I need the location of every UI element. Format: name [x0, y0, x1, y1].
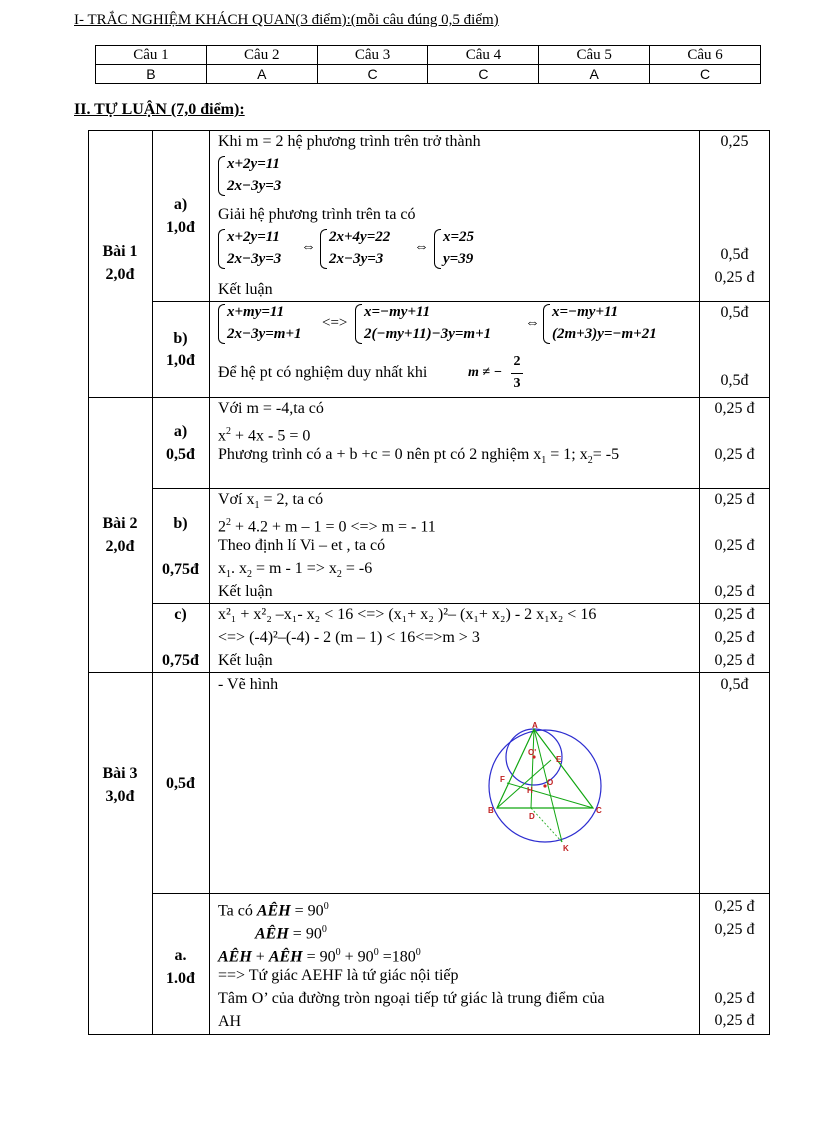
equation: x=−my+11: [552, 304, 619, 320]
part2-title: II. TỰ LUẬN (7,0 điểm):: [74, 101, 245, 118]
point: 0,25 đ: [714, 606, 755, 623]
bai1a-line2: Giải hệ phương trình trên ta có: [218, 206, 416, 223]
equiv-symbol: ⇔: [414, 239, 429, 255]
brace: [355, 304, 362, 344]
point: 0,5đ: [720, 246, 749, 263]
equiv-symbol: ⇔: [301, 239, 316, 255]
bai1a-line1: Khi m = 2 hệ phương trình trên trở thành: [218, 133, 481, 150]
point: 0,25: [720, 133, 749, 150]
mc-header: Câu 3: [317, 46, 428, 65]
label-c: C: [596, 806, 602, 815]
table-border: [88, 1034, 770, 1035]
label-e: E: [556, 755, 562, 764]
bai3-score: 3,0đ: [105, 788, 135, 805]
point: 0,25 đ: [714, 269, 755, 286]
point: 0,25 đ: [714, 446, 755, 463]
bai3a-line4: ==> Tứ giác AEHF là tứ giác nội tiếp: [218, 967, 459, 984]
bai3-label: Bài 3: [102, 765, 138, 782]
equation: 2x−3y=3: [227, 178, 282, 194]
equation: x=−my+11: [364, 304, 431, 320]
equation: x+2y=11: [227, 156, 280, 172]
row-divider: [88, 672, 770, 673]
bai2b-line2: $2^2 + 4.2 + m - 1 = 0$ <=> m = - 11: [218, 517, 436, 536]
mc-header: Câu 1: [96, 46, 207, 65]
mc-header: Câu 2: [206, 46, 317, 65]
equation: 2x−3y=m+1: [227, 326, 302, 342]
bai2a-score: 0,5đ: [166, 446, 195, 463]
bai2b-line4: $x_1$. $x_2 = m - 1 => x_2 = -6$: [218, 560, 373, 581]
geometry-figure: [483, 720, 608, 855]
table-border: [769, 130, 770, 1035]
mc-answer: A: [206, 65, 317, 84]
essay-table: [88, 130, 770, 1035]
bai2b-score: 0,75đ: [162, 561, 199, 578]
row-divider: [152, 893, 770, 894]
column-divider: [209, 130, 210, 1035]
label-o: O: [547, 778, 554, 787]
bai3a-score: 1.0đ: [166, 970, 195, 987]
bai1a-label: a): [173, 196, 188, 213]
bai3-figure-score: 0,5đ: [166, 775, 195, 792]
bai2c-line1: x²₁ + x²₂ –x₁- x₂ < 16 <=> (x₁+ x₂ )²– (x₁+ x₂) - 2 x₁x₂ < 16: [218, 606, 597, 623]
point: 0,25 đ: [714, 898, 755, 915]
point: 0,25 đ: [714, 583, 755, 600]
mc-answer: C: [428, 65, 539, 84]
condition-m: m ≠ −: [468, 365, 503, 380]
label-a: A: [532, 721, 538, 730]
equation: x+2y=11: [227, 229, 280, 245]
bai2a-label: a): [173, 423, 188, 440]
bai1b-label: b): [173, 330, 188, 347]
bai1a-score: 1,0đ: [166, 219, 195, 236]
label-b: B: [488, 806, 494, 815]
mc-header: Câu 5: [539, 46, 650, 65]
fraction-numerator: 2: [513, 354, 521, 369]
mc-header: Câu 6: [650, 46, 761, 65]
equiv-symbol: ⇔: [525, 315, 540, 331]
bai2c-label: c): [174, 606, 187, 623]
brace: [218, 304, 225, 344]
bai1a-conclusion: Kết luận: [218, 281, 273, 298]
multiple-choice-table: [95, 45, 761, 84]
equation: y=39: [443, 251, 474, 267]
point: 0,5đ: [720, 304, 749, 321]
brace: [218, 229, 225, 269]
mc-answer: B: [96, 65, 207, 84]
bai1-score: 2,0đ: [105, 266, 135, 283]
fraction-bar: [511, 373, 523, 374]
point: 0,25 đ: [714, 400, 755, 417]
row-divider: [88, 397, 770, 398]
equation: 2x−3y=3: [329, 251, 384, 267]
equiv-arrow: <=>: [322, 315, 348, 331]
bai1b-condition: Để hệ pt có nghiệm duy nhất khi: [218, 364, 428, 381]
brace: [434, 229, 441, 269]
altitude-ad: [531, 729, 534, 808]
label-h: H: [527, 786, 533, 795]
bai3-figure-text: - Vẽ hình: [218, 676, 279, 693]
point: 0,5đ: [720, 676, 749, 693]
point: 0,25 đ: [714, 537, 755, 554]
part1-title: I- TRẮC NGHIỆM KHÁCH QUAN(3 điểm):(mỗi câu đúng 0,5 điểm): [74, 12, 499, 28]
point: 0,25 đ: [714, 990, 755, 1007]
column-divider: [152, 130, 153, 1035]
fraction-denominator: 3: [513, 376, 521, 391]
equation: x=25: [443, 229, 475, 245]
bai3a-line5: Tâm O’ của đường tròn ngoại tiếp tứ giác là trung điểm của: [218, 990, 605, 1007]
bai2a-line2: $x^2 + 4x - 5 = 0$: [218, 426, 311, 445]
mc-header: Câu 4: [428, 46, 539, 65]
bai1-label: Bài 1: [102, 243, 138, 260]
bai2c-line2: <=> (-4)²–(-4) - 2 (m – 1) < 16<=>m > 3: [218, 629, 480, 646]
mc-answer-row: [96, 65, 761, 84]
point: 0,5đ: [720, 372, 749, 389]
bai3a-line6: AH: [218, 1013, 242, 1030]
bai2b-label: b): [173, 515, 188, 532]
bai2c-conclusion: Kết luận: [218, 652, 273, 669]
mc-answer: A: [539, 65, 650, 84]
mc-answer: C: [317, 65, 428, 84]
bai1b-score: 1,0đ: [166, 352, 195, 369]
brace: [320, 229, 327, 269]
bai3a-line3: AÊH + AÊH = $90^0 + 90^0 =180^0$: [218, 947, 421, 966]
label-k: K: [563, 844, 569, 853]
bai2b-line3: Theo định lí Vi – et , ta có: [218, 537, 386, 554]
bai3a-label: a.: [174, 947, 187, 964]
label-o-prime: O': [528, 748, 537, 757]
equation: x+my=11: [227, 304, 285, 320]
label-f: F: [500, 775, 505, 784]
bai2a-line3: Phương trình có a + b +c = 0 nên pt có 2 nghiệm $x_1 = 1$; $x_2= -5$: [218, 446, 620, 467]
bai3a-line1: Ta có AÊH = $90^0$: [218, 901, 329, 920]
equation: 2(−my+11)−3y=m+1: [364, 326, 492, 342]
brace: [218, 156, 225, 196]
bai3a-line2: AÊH = $90^0$: [255, 924, 327, 943]
mc-answer: C: [650, 65, 761, 84]
point: 0,25 đ: [714, 921, 755, 938]
mc-header-row: [96, 46, 761, 65]
point: 0,25 đ: [714, 629, 755, 646]
equation: (2m+3)y=−m+21: [552, 326, 657, 342]
bai2-score: 2,0đ: [105, 538, 135, 555]
brace: [543, 304, 550, 344]
bai2b-line1: Vơí $x_1 = 2$, ta có: [218, 491, 324, 512]
bai2-label: Bài 2: [102, 515, 138, 532]
bai2b-conclusion: Kết luận: [218, 583, 273, 600]
point: 0,25 đ: [714, 1012, 755, 1029]
point: 0,25 đ: [714, 652, 755, 669]
equation: 2x+4y=22: [329, 229, 391, 245]
label-d: D: [529, 812, 535, 821]
bai2a-line1: Với m = -4,ta có: [218, 400, 324, 417]
bai2c-score: 0,75đ: [162, 652, 199, 669]
point: 0,25 đ: [714, 491, 755, 508]
equation: 2x−3y=3: [227, 251, 282, 267]
